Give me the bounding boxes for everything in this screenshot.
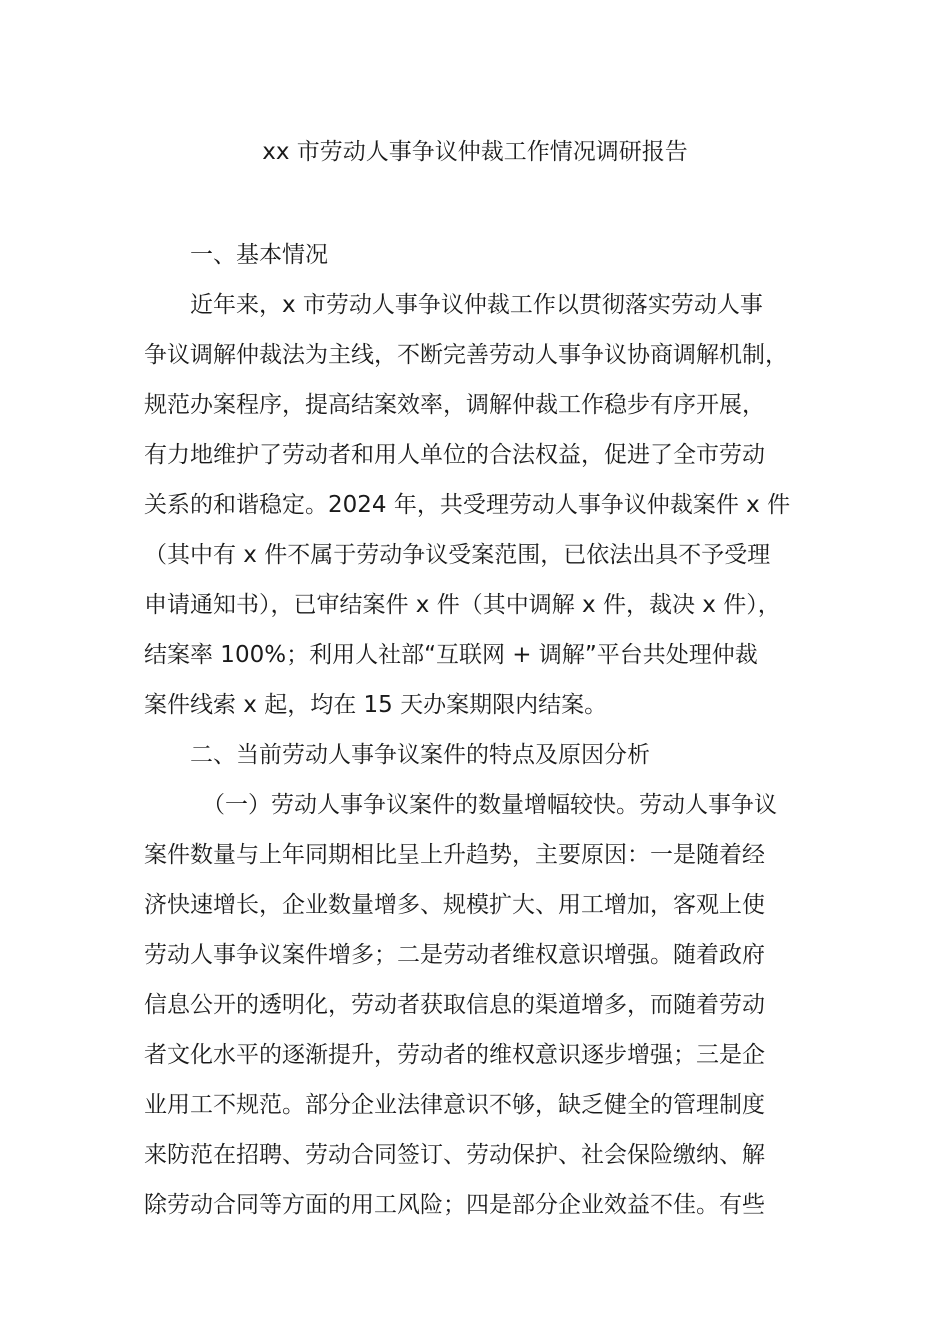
paragraph-line: 申请通知书），已审结案件 x 件（其中调解 x 件，裁决 x 件）， <box>144 592 781 618</box>
subsection-paragraph-line: （一）劳动人事争议案件的数量增幅较快。劳动人事争议 <box>202 792 777 818</box>
paragraph-line: （其中有 x 件不属于劳动争议受案范围，已依法出具不予受理 <box>144 542 771 568</box>
paragraph-line: 者文化水平的逐渐提升，劳动者的维权意识逐步增强；三是企 <box>144 1042 765 1068</box>
paragraph-line: 劳动人事争议案件增多；二是劳动者维权意识增强。随着政府 <box>144 942 765 968</box>
paragraph-line: 结案率 100%；利用人社部“互联网 + 调解”平台共处理仲裁 <box>144 642 758 668</box>
paragraph-line: 近年来，x 市劳动人事争议仲裁工作以贯彻落实劳动人事 <box>190 292 763 318</box>
section-heading-basic: 一、基本情况 <box>190 242 328 268</box>
paragraph-line: 争议调解仲裁法为主线，不断完善劳动人事争议协商调解机制， <box>144 342 788 368</box>
document-body <box>144 230 804 1230</box>
paragraph-line: 除劳动合同等方面的用工风险；四是部分企业效益不佳。有些 <box>144 1192 765 1218</box>
paragraph-line: 案件线索 x 起，均在 15 天办案期限内结案。 <box>144 692 608 718</box>
paragraph-line: 有力地维护了劳动者和用人单位的合法权益，促进了全市劳动 <box>144 442 765 468</box>
paragraph-line: 信息公开的透明化，劳动者获取信息的渠道增多，而随着劳动 <box>144 992 765 1018</box>
paragraph-line: 业用工不规范。部分企业法律意识不够，缺乏健全的管理制度 <box>144 1092 765 1118</box>
paragraph-line: 济快速增长，企业数量增多、规模扩大、用工增加，客观上使 <box>144 892 765 918</box>
section-heading-analysis: 二、当前劳动人事争议案件的特点及原因分析 <box>190 742 650 768</box>
paragraph-line: 规范办案程序，提高结案效率，调解仲裁工作稳步有序开展， <box>144 392 765 418</box>
paragraph-line: 案件数量与上年同期相比呈上升趋势，主要原因：一是随着经 <box>144 842 765 868</box>
document-title: xx 市劳动人事争议仲裁工作情况调研报告 <box>262 139 688 165</box>
paragraph-line: 关系的和谐稳定。2024 年，共受理劳动人事争议仲裁案件 x 件 <box>144 492 791 518</box>
paragraph-line: 来防范在招聘、劳动合同签订、劳动保护、社会保险缴纳、解 <box>144 1142 765 1168</box>
